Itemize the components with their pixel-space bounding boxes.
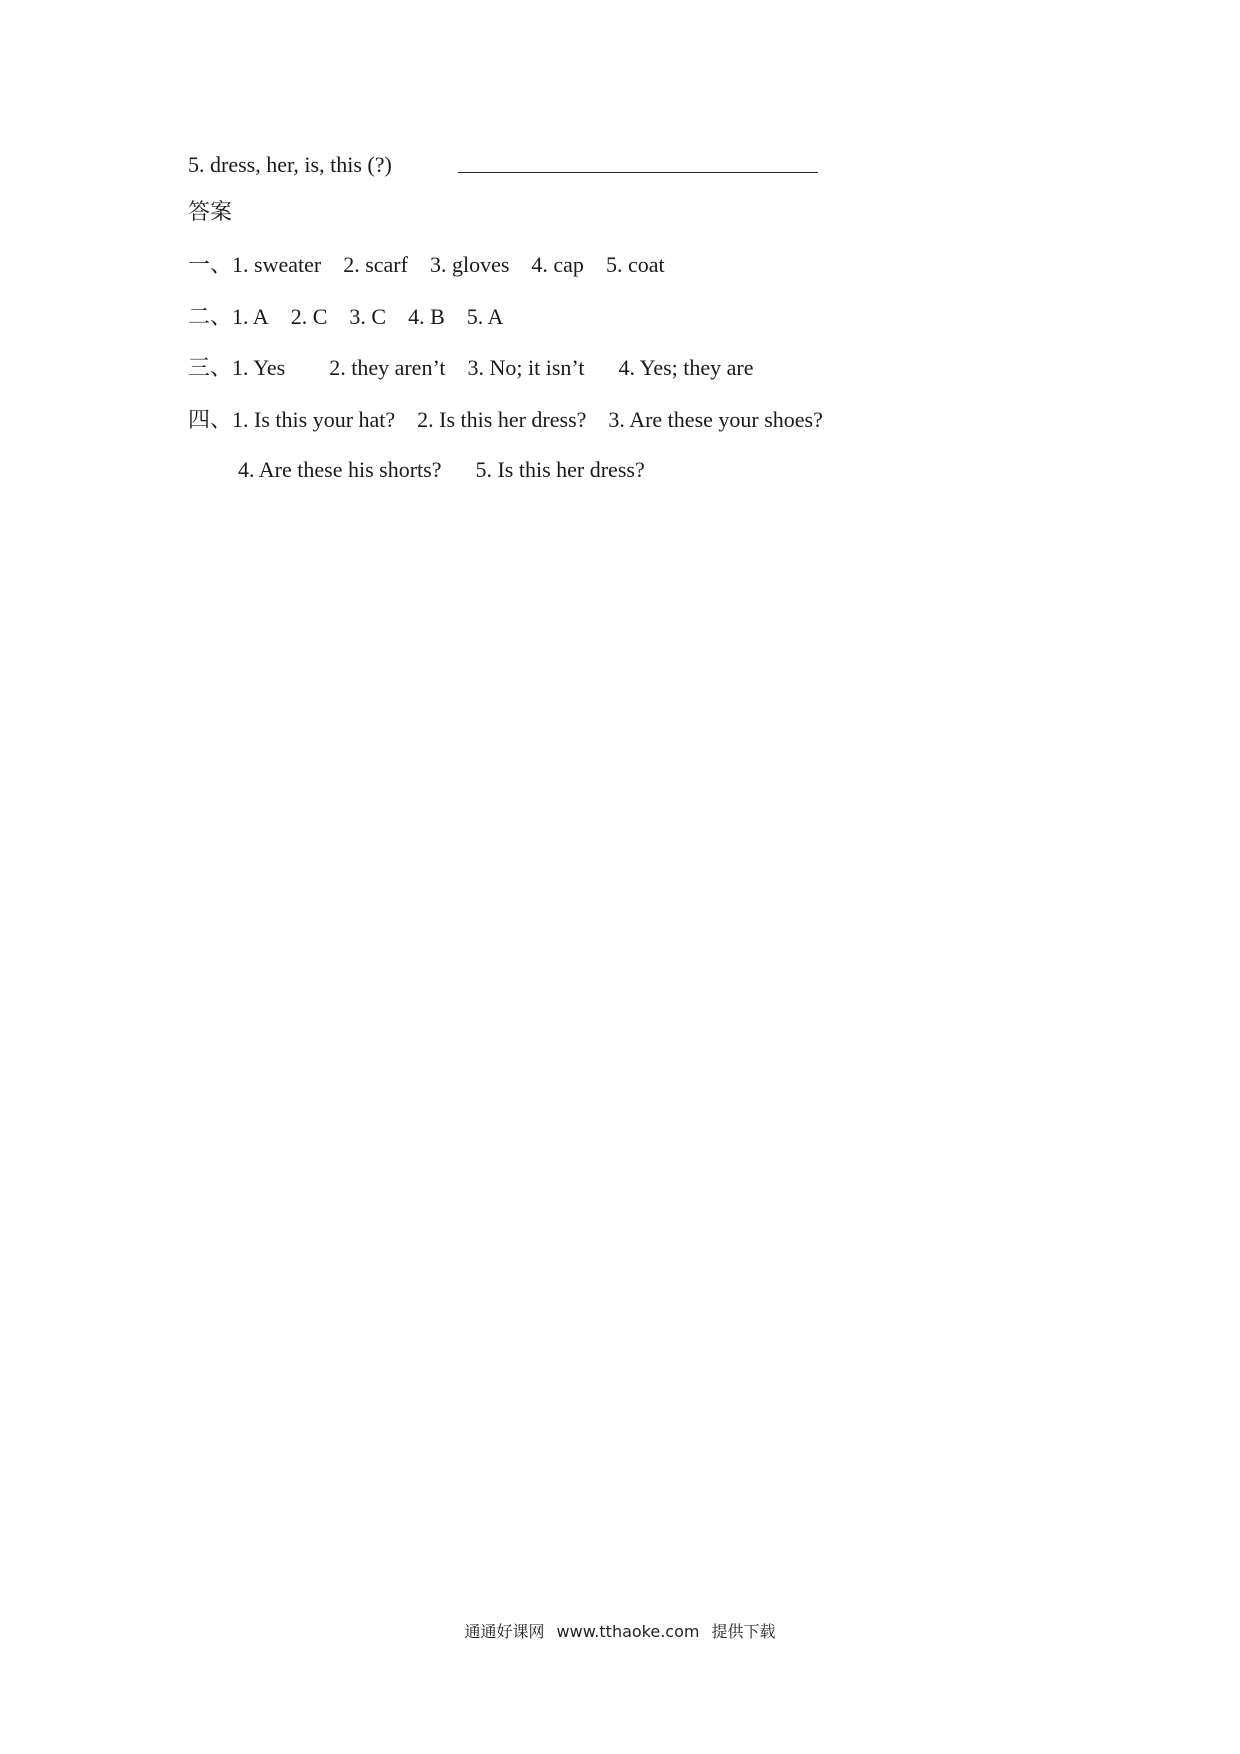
answer-item: 5. Is this her dress?	[475, 457, 645, 482]
answer-section-2	[188, 302, 503, 333]
answer-item: 1. Is this your hat?	[232, 407, 396, 432]
exercise-question-5	[188, 150, 392, 180]
answer-item: 4. cap	[531, 252, 584, 277]
section-3-marker: 三、	[188, 356, 233, 381]
footer-suffix: 提供下载	[711, 1622, 776, 1641]
answer-item: 5. A	[466, 304, 504, 329]
answer-section-3	[188, 353, 754, 384]
answer-item: 2. scarf	[343, 252, 408, 277]
footer-url[interactable]: www.tthaoke.com	[556, 1622, 700, 1641]
answer-item: 4. Are these his shorts?	[238, 457, 442, 482]
answer-blank-line	[458, 172, 818, 173]
answer-item: 1. A	[232, 304, 269, 329]
section-1-marker: 一、	[188, 253, 233, 278]
answer-item: 3. Are these your shoes?	[608, 407, 823, 432]
answers-title: 答案	[188, 200, 233, 225]
footer-site-name: 通通好课网	[464, 1622, 545, 1641]
answer-item: 2. C	[290, 304, 328, 329]
answer-item: 3. gloves	[429, 252, 510, 277]
answer-section-4	[188, 405, 823, 436]
section-4-marker: 四、	[188, 408, 233, 433]
answer-item: 1. Yes	[232, 355, 286, 380]
answer-item: 3. No; it isn’t	[467, 355, 585, 380]
answer-section-4-continued	[238, 455, 645, 485]
answer-item: 3. C	[349, 304, 387, 329]
answer-item: 5. coat	[605, 252, 665, 277]
answer-item: 2. they aren’t	[329, 355, 446, 380]
answer-section-1	[188, 250, 665, 281]
answer-item: 4. Yes; they are	[618, 355, 754, 380]
page-footer	[0, 1619, 1240, 1642]
answer-item: 1. sweater	[232, 252, 322, 277]
question-5-text: 5. dress, her, is, this (?)	[188, 152, 392, 177]
answer-item: 2. Is this her dress?	[417, 407, 587, 432]
answer-item: 4. B	[408, 304, 445, 329]
section-2-marker: 二、	[188, 305, 233, 330]
